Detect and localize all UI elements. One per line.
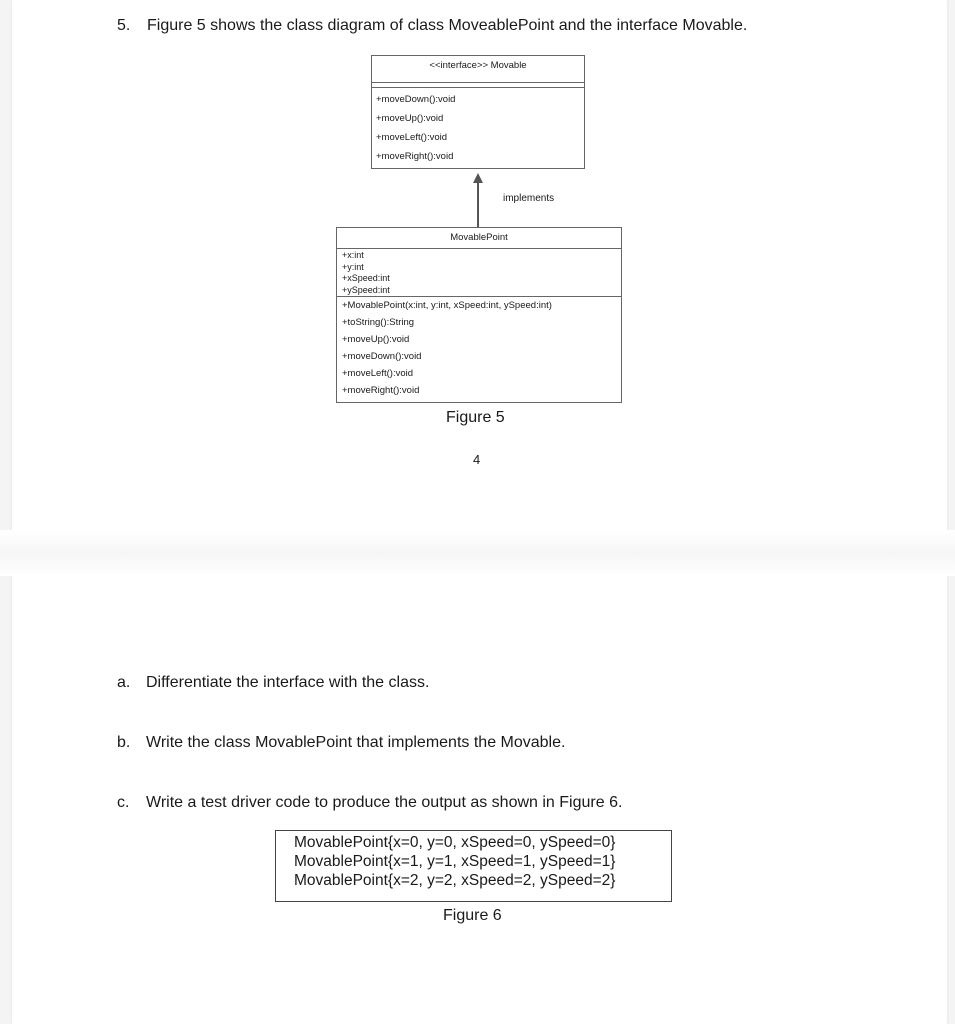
subquestion-b-text: Write the class MovablePoint that implements the Movable. [146, 734, 566, 751]
class-method: +moveDown():void [342, 351, 422, 362]
class-method: +toString():String [342, 317, 415, 328]
output-line: MovablePoint{x=1, y=1, xSpeed=1, ySpeed=1} [294, 853, 616, 870]
implements-label: implements [503, 193, 555, 204]
subquestion-a-text: Differentiate the interface with the class. [146, 674, 430, 691]
class-method: +moveRight():void [342, 385, 420, 396]
class-method: +moveUp():void [342, 334, 410, 345]
class-movablepoint-box [336, 227, 622, 403]
page-number: 4 [473, 452, 481, 467]
figure6-caption: Figure 6 [443, 907, 502, 924]
class-attribute: +x:int [342, 250, 364, 260]
figure5-caption: Figure 5 [446, 409, 505, 426]
output-line: MovablePoint{x=2, y=2, xSpeed=2, ySpeed=2} [294, 872, 616, 889]
implements-arrow [470, 172, 486, 228]
interface-attribute-separator [372, 82, 584, 83]
class-attribute: +ySpeed:int [342, 284, 390, 295]
class-attribute: +xSpeed:int [342, 273, 390, 283]
subquestion-c-text: Write a test driver code to produce the output as shown in Figure 6. [146, 794, 623, 811]
page-break [0, 530, 955, 576]
subquestion-a-label: a. [117, 674, 131, 691]
interface-title: <<interface>> Movable [429, 60, 527, 71]
subquestion-c-label: c. [117, 794, 130, 811]
subquestion-b-label: b. [117, 734, 131, 751]
figure6-output-box [275, 830, 672, 902]
class-method: +moveLeft():void [342, 368, 414, 379]
class-method: +MovablePoint(x:int, y:int, xSpeed:int, ySpeed:int) [342, 300, 552, 311]
interface-method: +moveDown():void [376, 94, 456, 105]
class-title: MovablePoint [450, 232, 508, 243]
interface-movable-box [371, 55, 585, 169]
question-intro: Figure 5 shows the class diagram of class MoveablePoint and the interface Movable. [147, 17, 748, 34]
interface-method: +moveUp():void [376, 113, 444, 124]
interface-method: +moveLeft():void [376, 132, 448, 143]
question-number: 5. [117, 17, 131, 34]
class-attribute: +y:int [342, 261, 364, 272]
output-line: MovablePoint{x=0, y=0, xSpeed=0, ySpeed=0} [294, 834, 616, 851]
interface-method: +moveRight():void [376, 151, 454, 162]
